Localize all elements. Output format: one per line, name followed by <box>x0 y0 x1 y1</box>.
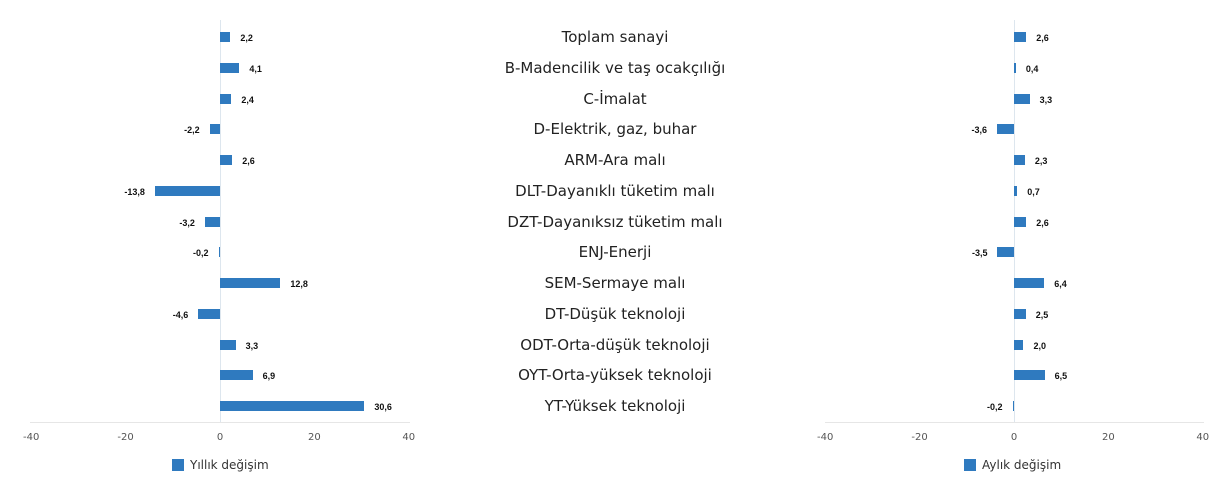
annual-value-label: 3,3 <box>245 340 259 351</box>
annual-value-label: -4,6 <box>172 309 189 320</box>
category-label: ARM-Ara malı <box>564 151 666 169</box>
monthly-bar[interactable] <box>1013 401 1015 411</box>
monthly-value-label: -3,5 <box>971 248 988 259</box>
annual-x-tick: 20 <box>308 432 321 443</box>
monthly-x-axis <box>825 422 1204 423</box>
legend-label: Aylık değişim <box>982 458 1062 472</box>
annual-bar[interactable] <box>220 401 364 411</box>
monthly-value-label: 3,3 <box>1039 94 1053 105</box>
annual-bar[interactable] <box>155 186 220 196</box>
annual-x-tick: 40 <box>402 432 416 443</box>
category-label: C-İmalat <box>583 89 647 108</box>
annual-bar[interactable] <box>198 309 220 319</box>
legend-label: Yıllık değişim <box>190 458 269 472</box>
category-label: SEM-Sermaye malı <box>544 274 686 292</box>
monthly-x-tick: -40 <box>817 432 834 443</box>
annual-value-label: -3,2 <box>179 217 195 228</box>
monthly-value-label: 2,3 <box>1034 156 1048 166</box>
annual-x-tick: -20 <box>117 432 134 443</box>
category-label: DT-Düşük teknoloji <box>544 304 686 323</box>
monthly-bar[interactable] <box>1014 309 1026 319</box>
monthly-value-label: 2,5 <box>1035 309 1049 320</box>
monthly-value-label: 2,6 <box>1036 217 1049 228</box>
legend-swatch-icon <box>172 459 184 471</box>
monthly-bar[interactable] <box>1014 340 1023 350</box>
annual-value-label: -2,2 <box>184 125 200 136</box>
annual-bar[interactable] <box>220 94 231 104</box>
category-label: DZT-Dayanıksız tüketim malı <box>507 212 723 231</box>
annual-value-label: 2,2 <box>240 33 253 43</box>
monthly-value-label: 2,6 <box>1036 33 1049 43</box>
monthly-bar[interactable] <box>1014 278 1044 288</box>
monthly-x-tick: 40 <box>1196 432 1210 443</box>
monthly-x-tick: 0 <box>1010 432 1018 443</box>
monthly-x-tick: -20 <box>911 432 928 443</box>
monthly-bar[interactable] <box>997 124 1014 134</box>
category-label: DLT-Dayanıklı tüketim malı <box>515 181 715 200</box>
annual-value-label: 12,8 <box>290 279 308 289</box>
monthly-bar[interactable] <box>1014 370 1045 380</box>
monthly-value-label: 6,4 <box>1054 279 1067 289</box>
annual-value-label: 2,4 <box>241 94 254 105</box>
annual-bar[interactable] <box>219 247 221 257</box>
annual-legend[interactable] <box>172 458 269 472</box>
category-label: D-Elektrik, gaz, buhar <box>533 120 697 139</box>
monthly-bar[interactable] <box>997 247 1014 257</box>
annual-x-axis <box>30 422 410 423</box>
annual-value-label: 4,1 <box>249 63 262 74</box>
legend-swatch-icon <box>964 459 976 471</box>
annual-bar[interactable] <box>220 155 232 165</box>
annual-bar[interactable] <box>220 32 230 42</box>
annual-zero-line <box>220 20 221 422</box>
monthly-bar[interactable] <box>1014 155 1025 165</box>
annual-bar[interactable] <box>205 217 220 227</box>
category-label: YT-Yüksek teknoloji <box>544 397 686 415</box>
monthly-value-label: 6,5 <box>1054 371 1068 382</box>
monthly-bar[interactable] <box>1014 32 1026 42</box>
category-label: ODT-Orta-düşük teknoloji <box>520 335 710 354</box>
monthly-value-label: 0,7 <box>1027 186 1040 197</box>
monthly-value-label: 2,0 <box>1033 340 1046 351</box>
monthly-x-tick: 20 <box>1102 432 1115 443</box>
monthly-bar[interactable] <box>1014 186 1017 196</box>
monthly-bar[interactable] <box>1014 217 1026 227</box>
monthly-legend[interactable] <box>964 458 1061 472</box>
annual-bar[interactable] <box>220 63 239 73</box>
annual-x-tick: -40 <box>23 432 40 443</box>
annual-bar[interactable] <box>210 124 220 134</box>
category-label: Toplam sanayi <box>561 28 669 46</box>
annual-bar[interactable] <box>220 278 280 288</box>
category-label: OYT-Orta-yüksek teknoloji <box>518 366 712 385</box>
monthly-value-label: -3,6 <box>971 125 988 136</box>
category-label: ENJ-Enerji <box>578 243 652 262</box>
annual-value-label: 2,6 <box>242 156 255 166</box>
monthly-value-label: -0,2 <box>986 402 1003 412</box>
category-label: B-Madencilik ve taş ocakçılığı <box>504 58 726 77</box>
annual-bar[interactable] <box>220 370 253 380</box>
annual-value-label: 6,9 <box>262 371 276 382</box>
monthly-value-label: 0,4 <box>1025 63 1039 74</box>
annual-value-label: 30,6 <box>374 402 392 412</box>
annual-value-label: -0,2 <box>192 248 209 259</box>
annual-bar[interactable] <box>220 340 236 350</box>
monthly-bar[interactable] <box>1014 94 1030 104</box>
annual-value-label: -13,8 <box>124 186 145 197</box>
annual-x-tick: 0 <box>216 432 224 443</box>
monthly-bar[interactable] <box>1014 63 1016 73</box>
